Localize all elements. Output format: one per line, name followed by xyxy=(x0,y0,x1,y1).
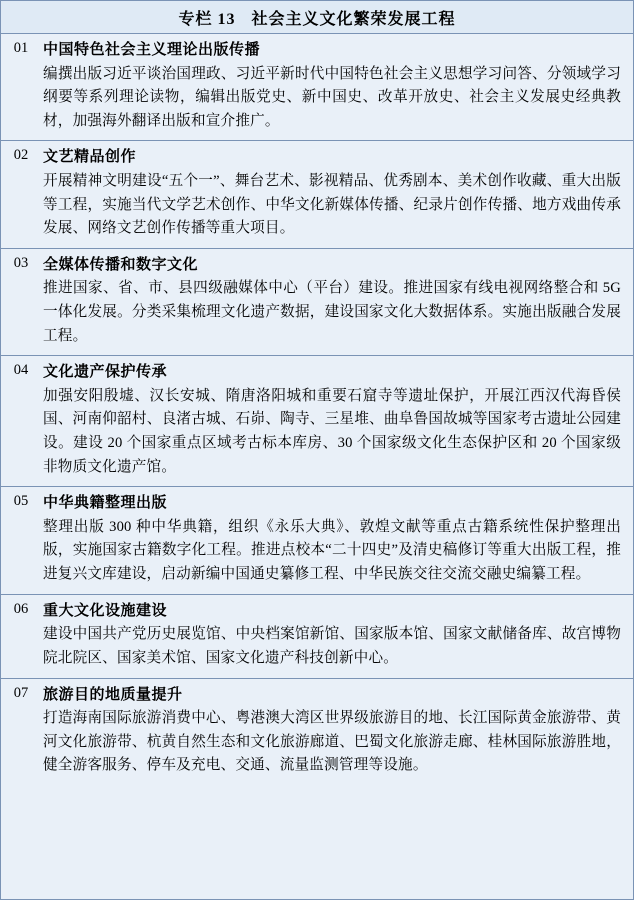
item-heading: 旅游目的地质量提升 xyxy=(43,686,183,703)
item-content xyxy=(41,679,633,785)
item-number: 03 xyxy=(13,254,29,271)
item-number: 06 xyxy=(13,600,29,617)
item-content xyxy=(41,356,633,486)
item-number: 05 xyxy=(13,493,29,510)
item-content xyxy=(41,141,633,247)
item-heading: 文化遗产保护传承 xyxy=(43,364,168,381)
item-content xyxy=(41,595,633,678)
item-body: 打造海南国际旅游消费中心、粤港澳大湾区世界级旅游目的地、长江国际黄金旅游带、黄河文化旅游带、杭黄自然生态和文化旅游廊道、巴蜀文化旅游走廊、桂林国际旅游胜地，健全游客服务、停车及充电、交通、流量监测管理等设施。 xyxy=(43,710,621,774)
list-item xyxy=(1,141,633,248)
item-heading: 全媒体传播和数字文化 xyxy=(43,256,199,273)
item-body: 整理出版 300 种中华典籍，组织《永乐大典》、敦煌文献等重点古籍系统性保护整理出版，实施国家古籍数字化工程。推进点校本“二十四史”及清史稿修订等重大出版工程，推进复兴文库建设，启动新编中国通史纂修工程、中华民族交往交流交融史编纂工程。 xyxy=(43,518,621,583)
item-content xyxy=(41,34,633,140)
list-item xyxy=(1,356,633,487)
item-number: 01 xyxy=(13,40,29,56)
list-item xyxy=(1,595,633,679)
list-item xyxy=(1,487,633,594)
item-content xyxy=(41,487,633,593)
item-list xyxy=(1,34,633,899)
box-label: 专栏 13 xyxy=(178,10,236,28)
item-body: 建设中国共产党历史展览馆、中央档案馆新馆、国家版本馆、国家文献储备库、故宫博物院北院区、国家美术馆、国家文化遗产科技创新中心。 xyxy=(43,626,621,666)
item-content xyxy=(41,249,633,355)
list-item xyxy=(1,249,633,356)
item-heading: 中华典籍整理出版 xyxy=(43,495,168,512)
box-title: 社会主义文化繁荣发展工程 xyxy=(251,10,456,28)
item-number: 02 xyxy=(13,147,29,164)
item-number: 04 xyxy=(13,362,29,379)
item-heading: 重大文化设施建设 xyxy=(43,602,168,619)
item-heading: 中国特色社会主义理论出版传播 xyxy=(43,42,261,58)
item-body: 加强安阳殷墟、汉长安城、隋唐洛阳城和重要石窟寺等遗址保护，开展江西汉代海昏侯国、河南仰韶村、良渚古城、石峁、陶寺、三星堆、曲阜鲁国故城等国家考古遗址公园建设。建设 20 个国家重点区域考古标本库房、30 个国家级文化生态保护区和 20 个国家级非物质文化遗产馆。 xyxy=(43,387,621,475)
item-heading: 文艺精品创作 xyxy=(43,149,137,166)
page-title xyxy=(178,6,455,29)
list-item xyxy=(1,34,633,141)
list-item xyxy=(1,679,633,785)
item-body: 开展精神文明建设“五个一”、舞台艺术、影视精品、优秀剧本、美术创作收藏、重大出版等工程，实施当代文学艺术创作、中华文化新媒体传播、纪录片创作传播、地方戏曲传承发展、网络文艺创作传播等重大项目。 xyxy=(43,172,621,237)
item-body: 推进国家、省、市、县四级融媒体中心（平台）建设。推进国家有线电视网络整合和 5G 一体化发展。分类采集梳理文化遗产数据，建设国家文化大数据体系。实施出版融合发展工程。 xyxy=(43,280,621,344)
item-number: 07 xyxy=(13,684,29,701)
box-title-bar xyxy=(1,1,633,34)
item-body: 编撰出版习近平谈治国理政、习近平新时代中国特色社会主义思想学习问答、分领域学习纲要等系列理论读物，编辑出版党史、新中国史、改革开放史、社会主义发展史经典教材，加强海外翻译出版和宣介推广。 xyxy=(43,65,621,129)
